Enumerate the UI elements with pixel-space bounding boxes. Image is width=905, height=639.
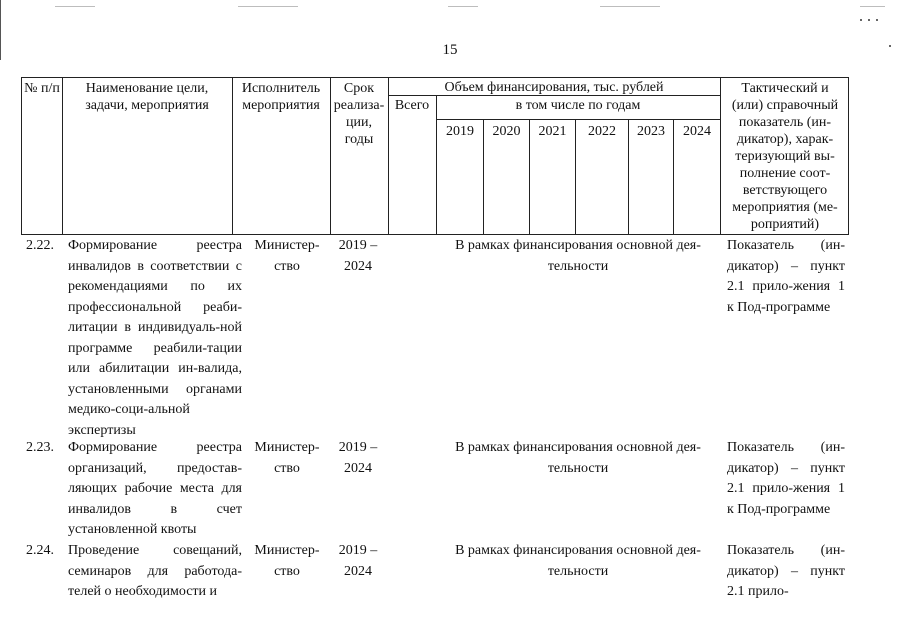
- scan-edge: [0, 0, 1, 60]
- row-indicator: Показатель (ин-дикатор) – пункт 2.1 прило-жения 1 к Под-программе: [727, 238, 845, 315]
- scan-mark: [860, 6, 885, 7]
- row-term: 2019 – 2024: [338, 238, 378, 274]
- scan-speck: [889, 45, 891, 47]
- header-name: Наименование цели, задачи, мероприятия: [85, 81, 209, 113]
- scan-speck: [860, 19, 862, 21]
- row-indicator: Показатель (ин-дикатор) – пункт 2.1 прило-жения 1 к Под-программе: [727, 440, 845, 517]
- row-name: Формирование реестра инвалидов в соответствии с рекомендациями по их профессиональной реаби-литации в индивидуаль-ной программе реабили-тации или абилитации ин-валида, установленными органами медико-соци-альной экспертизы: [68, 238, 242, 438]
- header-executor: Исполнитель мероприятия: [241, 81, 321, 113]
- scan-mark: [238, 6, 298, 7]
- row-indicator: Показатель (ин-дикатор) – пункт 2.1 прило-: [727, 543, 845, 599]
- row-num: 2.24.: [26, 543, 54, 558]
- scan-mark: [55, 6, 95, 7]
- header-total: Всего: [394, 98, 430, 113]
- row-term: 2019 – 2024: [338, 440, 378, 476]
- row-funding: В рамках финансирования основной дея-тельности: [455, 543, 701, 579]
- header-year: 2023: [637, 124, 665, 139]
- header-funding: Объем финансирования, тыс. рублей: [444, 80, 664, 95]
- header-year: 2021: [538, 124, 567, 139]
- header-year: 2024: [683, 124, 711, 139]
- page-number: 15: [442, 42, 458, 58]
- row-term: 2019 – 2024: [338, 543, 378, 579]
- row-executor: Министер-ство: [254, 238, 320, 274]
- row-name: Формирование реестра организаций, предостав-ляющих рабочие места для инвалидов в счет установленной квоты: [68, 440, 242, 537]
- header-term: Срок реализа-ции, годы: [333, 81, 385, 147]
- scan-speck: [876, 19, 878, 21]
- header-year: 2022: [588, 124, 616, 139]
- scan-mark: [448, 6, 478, 7]
- row-name: Проведение совещаний, семинаров для работода-телей о необходимости и: [68, 543, 242, 599]
- row-funding: В рамках финансирования основной дея-тельности: [455, 238, 701, 274]
- header-year: 2020: [492, 124, 521, 139]
- row-num: 2.23.: [26, 440, 54, 455]
- row-executor: Министер-ство: [254, 543, 320, 579]
- header-by-years: в том числе по годам: [515, 98, 641, 113]
- scan-speck: [868, 19, 870, 21]
- header-year: 2019: [446, 124, 474, 139]
- scan-mark: [600, 6, 660, 7]
- header-num: № п/п: [24, 81, 60, 96]
- row-executor: Министер-ство: [254, 440, 320, 476]
- row-funding: В рамках финансирования основной дея-тельности: [455, 440, 701, 476]
- row-num: 2.22.: [26, 238, 54, 253]
- header-indicator: Тактический и (или) справочный показатель (ин-дикатор), харак-теризующий вы-полнение соот-ветствующего мероприятия (ме-роприятий): [731, 81, 839, 232]
